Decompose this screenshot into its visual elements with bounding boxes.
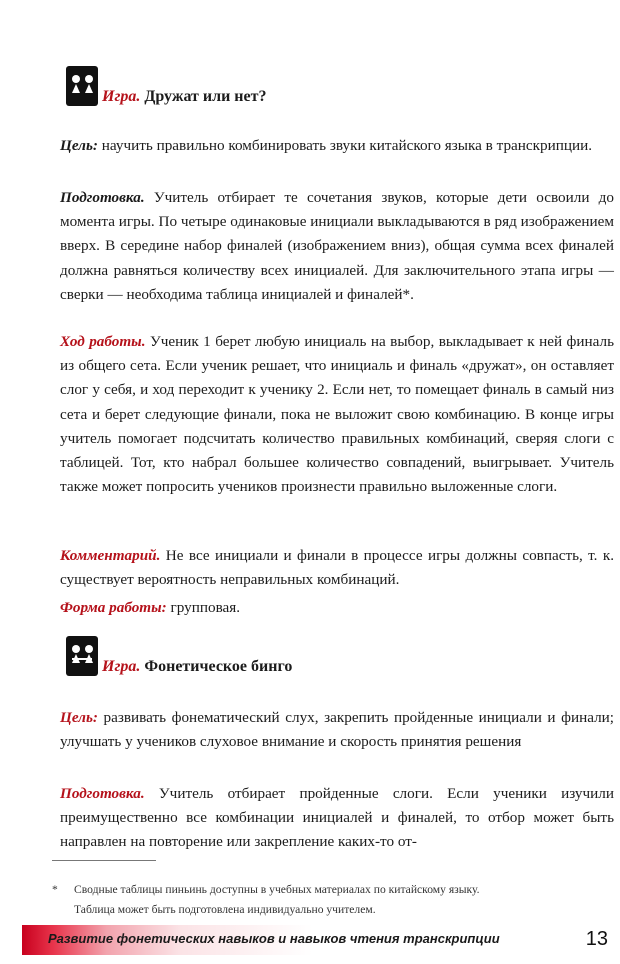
game2-title: Фонетическое бинго xyxy=(144,658,293,675)
game2-heading xyxy=(66,636,292,676)
game1-comment-label: Комментарий. xyxy=(60,547,161,564)
game1-title: Дружат или нет? xyxy=(144,88,267,105)
game2-goal-text: развивать фонематический слух, закрепить пройденные инициали и финали; улучшать у учеников слуховое внимание и скорость принятия решения xyxy=(60,709,614,751)
game1-preparation xyxy=(60,186,614,307)
game1-goal xyxy=(60,134,614,158)
game1-goal-text: научить правильно комбинировать звуки китайского языка в транскрипции. xyxy=(101,137,593,154)
game1-prep-label: Подготовка. xyxy=(60,189,145,206)
game2-preparation xyxy=(60,782,614,855)
footer-section-title: Развитие фонетических навыков и навыков чтения транскрипции xyxy=(48,931,500,946)
game1-heading xyxy=(66,66,266,106)
game1-form xyxy=(60,596,614,620)
game2-goal xyxy=(60,706,614,754)
footnote xyxy=(52,880,592,920)
footnote-line-1 xyxy=(52,880,592,900)
footnote-text-2: Таблица может быть подготовлена индивидуально учителем. xyxy=(74,903,376,916)
page-number: 13 xyxy=(585,928,608,950)
footnote-text-1: Сводные таблицы пиньинь доступны в учебных материалах по китайскому языку. xyxy=(74,883,480,896)
footnote-divider xyxy=(52,860,156,861)
game1-process-text: Ученик 1 берет любую инициаль на выбор, выкладывает к ней финаль из общего сета. Если ученик решает, что инициаль и финаль «дружат», он оставляет слог у себя, и ход переходит к ученику 2. Если нет, то помещает финаль в самый низ сета и берет следующие финали, пока не выложит свою комбинацию. В конце игры учитель помогает подсчитать количество правильных комбинаций, сверяя слоги с таблицей. Тот, кто набрал большее количество совпадений, выигрывает. Учитель также может попросить учеников произнести правильно выложенные слоги. xyxy=(60,333,614,496)
game-players-icon xyxy=(66,66,98,106)
game1-title-line xyxy=(102,88,266,106)
game2-title-line xyxy=(102,658,292,676)
game2-prep-label: Подготовка. xyxy=(60,785,145,802)
game1-comment-text: Не все инициали и финали в процессе игры должны совпасть, т. к. существует вероятность неправильных комбинаций. xyxy=(60,547,615,589)
game1-comment xyxy=(60,544,614,592)
game2-goal-label: Цель: xyxy=(60,709,98,726)
game2-prep-text: Учитель отбирает пройденные слоги. Если ученики изучили преимущественно все комбинации инициалей и финалей, то отбор может быть направлен на повторение или закрепление каких-то от- xyxy=(60,785,615,851)
game1-prep-text: Учитель отбирает те сочетания звуков, которые дети освоили до момента игры. По четыре одинаковые инициали выкладываются в ряд изображением вверх. В середине набор финалей (изображением вниз), общая сумма всех финалей должна равняться количеству всех инициалей. Для заключительного этапа игры — сверки — необходима таблица инициалей и финалей*. xyxy=(60,189,615,303)
game1-label: Игра. xyxy=(102,88,141,105)
game1-process xyxy=(60,330,614,499)
game1-process-label: Ход работы. xyxy=(60,333,146,350)
game1-form-text: групповая. xyxy=(170,599,241,616)
game1-form-label: Форма работы: xyxy=(60,599,167,616)
game2-label: Игра. xyxy=(102,658,141,675)
game1-goal-label: Цель: xyxy=(60,137,98,154)
footnote-mark: * xyxy=(52,883,58,896)
game-bingo-icon xyxy=(66,636,98,676)
